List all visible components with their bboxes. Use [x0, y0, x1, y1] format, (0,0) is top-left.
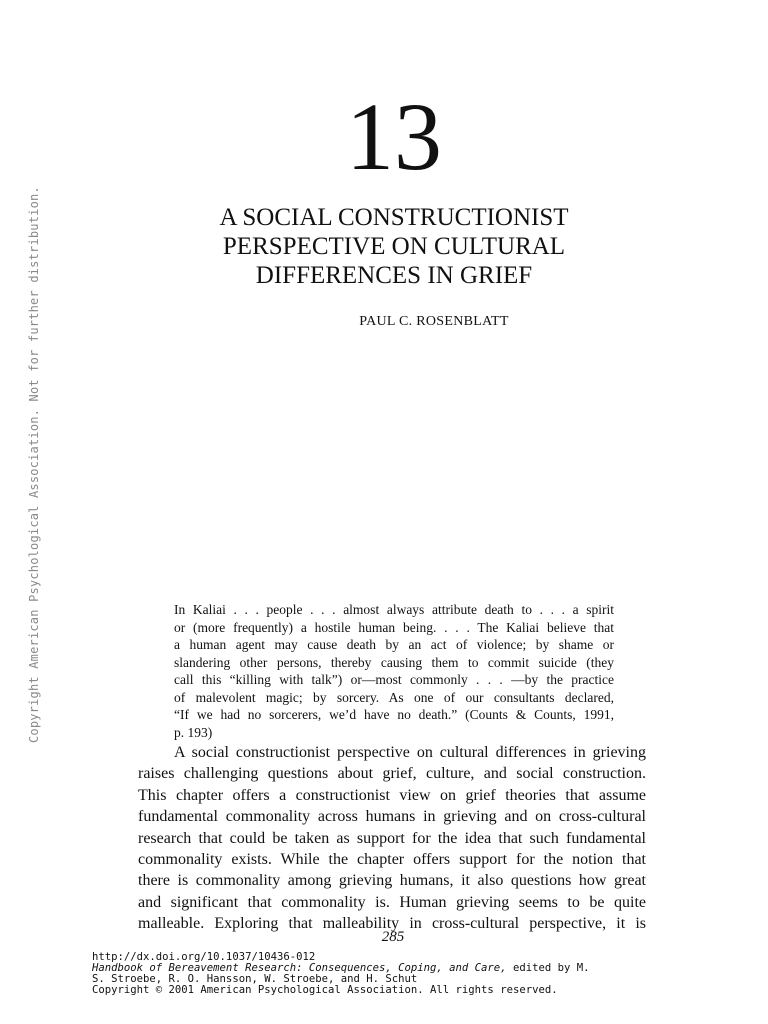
body-line: there is commonality among grieving humans, it also questions how great — [138, 872, 646, 890]
body-line: research that could be taken as support for the idea that such fundamental — [138, 829, 646, 847]
edited-by: edited by M. — [506, 962, 590, 974]
epigraph-line: In Kaliai . . . people . . . almost always attribute death to . . . a spirit — [174, 602, 614, 617]
citation-footer — [92, 952, 590, 996]
epigraph-line: of malevolent magic; by sorcery. As one of our consultants declared, — [174, 689, 614, 705]
chapter-number: 13 — [346, 83, 442, 190]
author-name: PAUL C. ROSENBLATT — [359, 314, 509, 329]
chapter-title-line-3: DIFFERENCES IN GRIEF — [255, 262, 533, 289]
epigraph — [174, 601, 614, 741]
copyright-watermark: Copyright American Psychological Association. Not for further distribution. — [27, 186, 41, 743]
body-paragraph — [138, 742, 646, 935]
body-line: malleable. Exploring that malleability in cross-cultural perspective, it is — [138, 915, 646, 933]
epigraph-line: “If we had no sorcerers, we’d have no death.” (Counts & Counts, 1991, — [174, 707, 614, 722]
body-line: raises challenging questions about grief, culture, and social construction. — [138, 765, 646, 783]
epigraph-line: slandering other persons, thereby causing them to commit suicide (they — [174, 654, 614, 670]
book-title: Handbook of Bereavement Research: Consequences, Coping, and Care, — [92, 962, 507, 974]
page-number: 285 — [381, 929, 405, 945]
editors-line: S. Stroebe, R. O. Hansson, W. Stroebe, and H. Schut — [92, 973, 418, 985]
body-line: commonality exists. While the chapter offers support for the notion that — [138, 850, 646, 868]
body-line: This chapter offers a constructionist view on grief theories that assume — [138, 786, 646, 804]
body-line: A social constructionist perspective on cultural differences in grieving — [174, 744, 646, 761]
chapter-title — [0, 203, 768, 290]
doi-link[interactable]: http://dx.doi.org/10.1037/10436-012 — [92, 951, 316, 963]
epigraph-line: a human agent may cause death by an act of violence; by shame or — [174, 637, 614, 652]
body-line: fundamental commonality across humans in grieving and on cross-cultural — [138, 808, 646, 826]
copyright-line: Copyright © 2001 American Psychological Association. All rights reserved. — [92, 984, 558, 996]
chapter-title-line-2: PERSPECTIVE ON CULTURAL — [222, 233, 566, 260]
epigraph-line: call this “killing with talk”) or—most commonly . . . —by the practice — [174, 672, 614, 687]
body-line: and significant that commonality is. Human grieving seems to be quite — [138, 893, 646, 911]
epigraph-line: p. 193) — [174, 724, 213, 740]
epigraph-line: or (more frequently) a hostile human being. . . . The Kaliai believe that — [174, 619, 614, 635]
chapter-title-line-1: A SOCIAL CONSTRUCTIONIST — [219, 204, 569, 231]
